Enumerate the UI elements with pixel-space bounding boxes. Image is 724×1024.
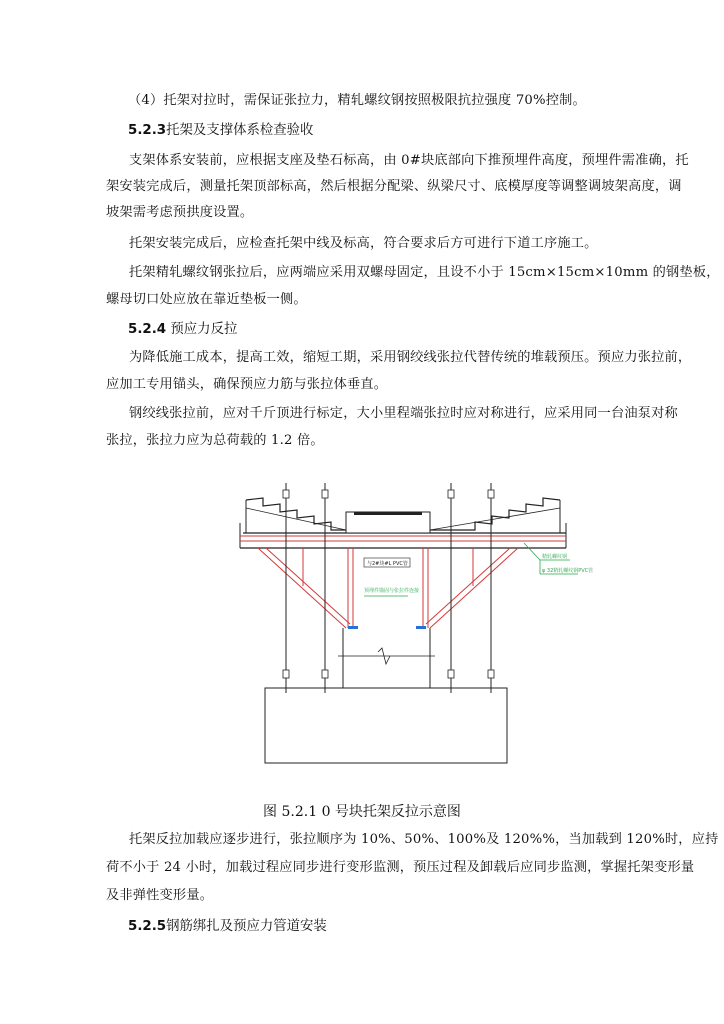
label-green: 预埋件锚固与张拉件连接 — [364, 588, 420, 594]
paragraph-text: 架安装完成后，测量托架顶部标高，然后根据分配梁、纵梁尺寸、底模厚度等调整调坡架高度，调 — [106, 179, 682, 194]
paragraph-text: 托架安装完成后，应检查托架中线及标高，符合要求后方可进行下道工序施工。 — [129, 236, 598, 251]
label-right-1: 精轧螺纹钢 — [542, 554, 568, 560]
center-segment — [346, 512, 430, 533]
figure-caption: 图 5.2.1 0 号块托架反拉示意图 — [263, 804, 461, 820]
section-heading-5-2-4 — [128, 320, 237, 340]
section-number: 5.2.5 — [128, 919, 167, 934]
paragraph-text: 张拉，张拉力应为总荷载的 1.2 倍。 — [106, 433, 324, 448]
paragraph-text: 坡架需考虑预拱度设置。 — [106, 205, 254, 220]
center-top-band — [354, 512, 422, 515]
paragraph-text: 托架反拉加载应逐步进行，张拉顺序为 10%、50%、100%及 120%%，当加载到 120%时，应持 — [129, 832, 719, 847]
red-bracket-members — [240, 536, 566, 628]
label-left: 与2#块#L PVC管 — [367, 561, 408, 567]
section-number: 5.2.3 — [128, 123, 167, 138]
paragraph-text: 螺母切口处应放在靠近垫板一侧。 — [106, 292, 307, 307]
left-sloped-beam — [246, 498, 346, 530]
left-sloped-chord — [246, 508, 346, 530]
paragraph-text: 为降低施工成本，提高工效，缩短工期，采用钢绞线张拉代替传统的堆载预压。预应力张拉前， — [129, 350, 692, 365]
paragraph-text: 钢绞线张拉前，应对千斤顶进行标定，大小里程端张拉时应对称进行，应采用同一台油泵对称 — [129, 406, 678, 421]
section-title: 钢筋绑扎及预应力管道安装 — [166, 919, 327, 934]
paragraph-text: 荷不小于 24 小时，加载过程应同步进行变形监测，预压过程及卸载后应同步监测，掌握托架变形量 — [106, 860, 695, 875]
right-sloped-chord — [430, 508, 560, 530]
section-heading-5-2-3 — [128, 121, 313, 141]
paragraph-text: （4）托架对拉时，需保证张拉力，精轧螺纹钢按照极限抗拉强度 70%控制。 — [128, 93, 586, 108]
bracket-diagram — [218, 478, 608, 768]
paragraph-text: 应加工专用锚头，确保预应力筋与张拉体垂直。 — [106, 377, 388, 392]
paragraph-text: 及非弹性变形量。 — [106, 888, 214, 903]
section-title: 托架及支撑体系检查验收 — [166, 123, 314, 138]
section-heading-5-2-5 — [128, 917, 327, 937]
paragraph-text: 托架精轧螺纹钢张拉后，应两端应采用双螺母固定，且设不小于 15cm×15cm×10mm 的钢垫板， — [129, 265, 720, 280]
paragraph-text: 支架体系安装前，应根据支座及垫石标高，由 0#块底部向下推预埋件高度，预埋件需准确，托 — [129, 153, 689, 168]
bracket-diagram-svg — [218, 478, 608, 768]
right-sloped-beam — [430, 498, 560, 530]
pile-cap — [265, 688, 507, 763]
section-number: 5.2.4 — [128, 322, 167, 337]
bearing-plates — [348, 626, 426, 629]
label-right-2: φ 32精轧螺纹钢PVC管 — [542, 568, 594, 574]
section-title: 预应力反拉 — [170, 322, 238, 337]
